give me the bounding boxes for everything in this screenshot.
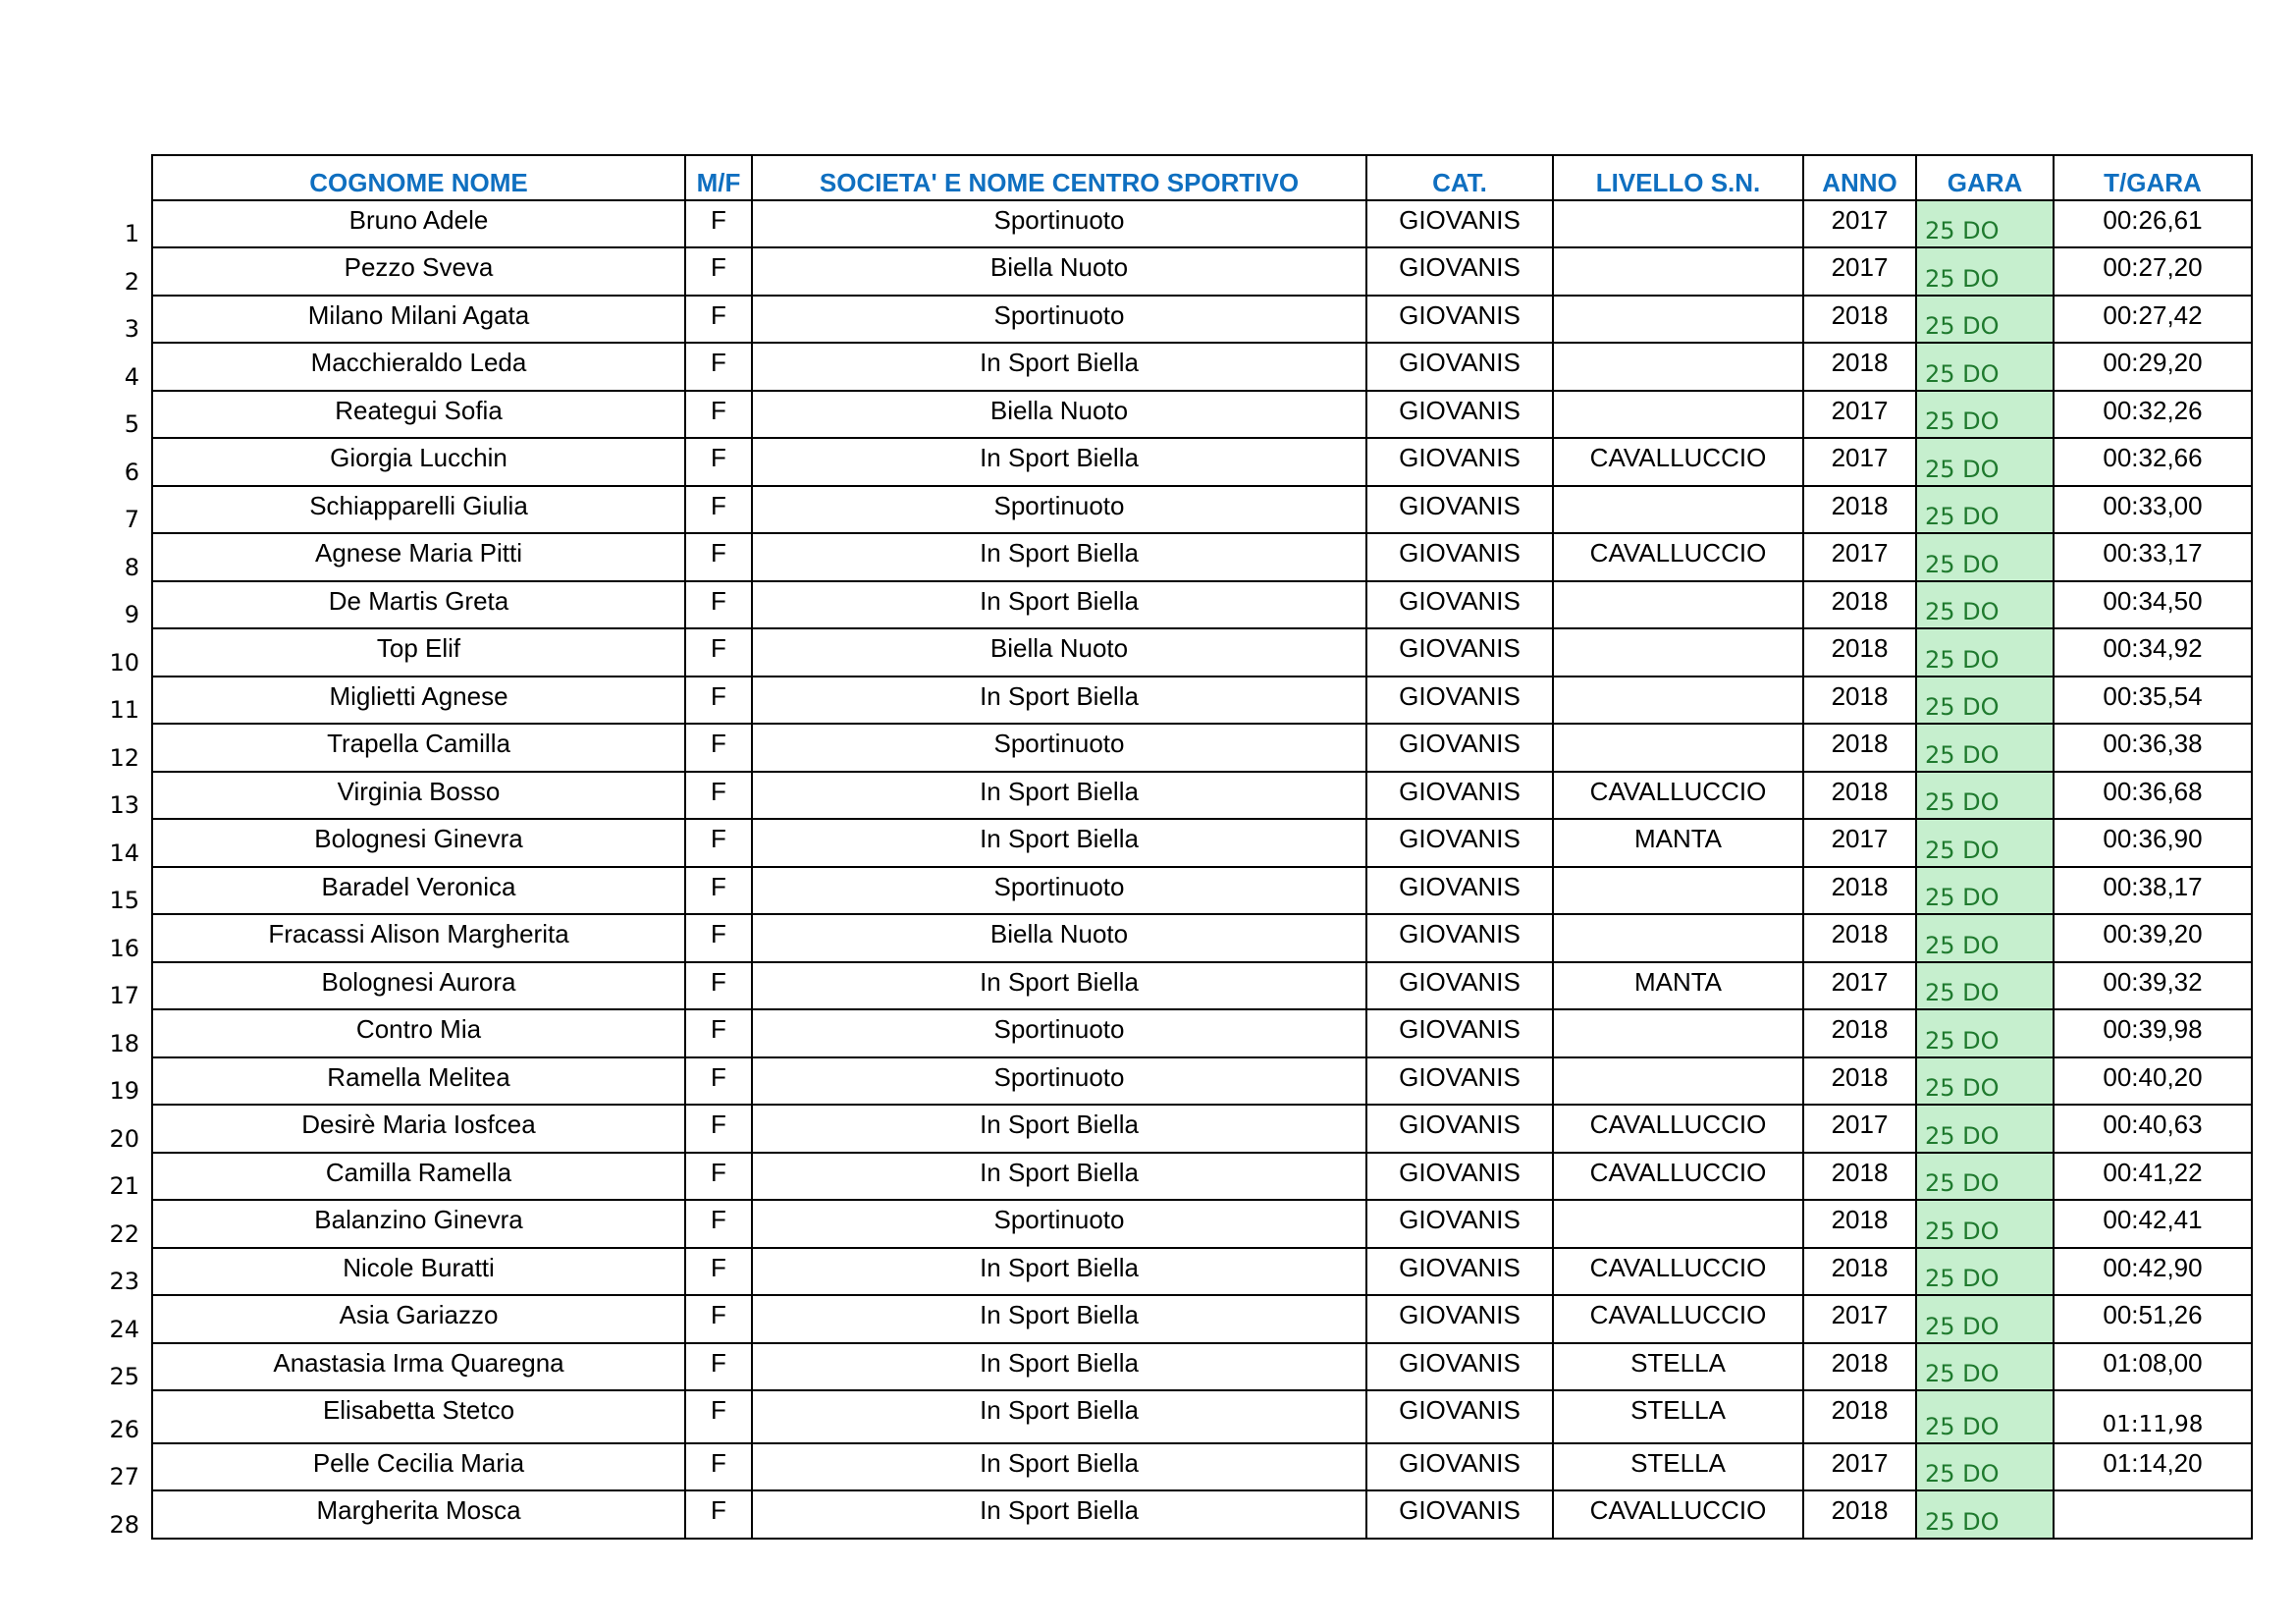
athlete-club: Sportinuoto [752, 486, 1366, 534]
athlete-year: 2018 [1803, 724, 1916, 772]
race-time: 00:34,92 [2054, 628, 2252, 677]
athlete-category: GIOVANIS [1366, 914, 1553, 962]
athlete-level: CAVALLUCCIO [1553, 1295, 1803, 1343]
athlete-category: GIOVANIS [1366, 867, 1553, 915]
athlete-name: Contro Mia [152, 1009, 685, 1057]
race-time: 00:33,00 [2054, 486, 2252, 534]
row-number: 28 [108, 1490, 152, 1539]
race-event: 25 DO [1916, 914, 2054, 962]
athlete-sex: F [685, 1200, 752, 1248]
race-time: 00:38,17 [2054, 867, 2252, 915]
athlete-category: GIOVANIS [1366, 200, 1553, 248]
race-event: 25 DO [1916, 1153, 2054, 1201]
athlete-category: GIOVANIS [1366, 438, 1553, 486]
race-event: 25 DO [1916, 772, 2054, 820]
race-time: 00:39,20 [2054, 914, 2252, 962]
athlete-name: Balanzino Ginevra [152, 1200, 685, 1248]
athlete-sex: F [685, 1105, 752, 1153]
athlete-sex: F [685, 1295, 752, 1343]
row-number: 22 [108, 1200, 152, 1248]
athlete-club: Sportinuoto [752, 1009, 1366, 1057]
athlete-name: Elisabetta Stetco [152, 1390, 685, 1443]
race-time: 00:39,32 [2054, 962, 2252, 1010]
race-event: 25 DO [1916, 200, 2054, 248]
row-number: 3 [108, 296, 152, 344]
row-number: 24 [108, 1295, 152, 1343]
row-number: 12 [108, 724, 152, 772]
row-number: 16 [108, 914, 152, 962]
race-time: 01:11,98 [2054, 1390, 2252, 1443]
athlete-club: Biella Nuoto [752, 391, 1366, 439]
athlete-club: Sportinuoto [752, 867, 1366, 915]
race-time: 00:36,68 [2054, 772, 2252, 820]
athlete-name: Desirè Maria Iosfcea [152, 1105, 685, 1153]
athlete-year: 2017 [1803, 247, 1916, 296]
race-time: 00:26,61 [2054, 200, 2252, 248]
athlete-name: Camilla Ramella [152, 1153, 685, 1201]
athlete-category: GIOVANIS [1366, 247, 1553, 296]
athlete-sex: F [685, 1057, 752, 1106]
athlete-level [1553, 581, 1803, 629]
table-row [108, 1057, 2252, 1106]
athlete-name: Bruno Adele [152, 200, 685, 248]
table-row [108, 1443, 2252, 1491]
athlete-sex: F [685, 438, 752, 486]
header-year: ANNO [1803, 155, 1916, 200]
athlete-level: CAVALLUCCIO [1553, 772, 1803, 820]
row-number: 11 [108, 677, 152, 725]
table-row [108, 1200, 2252, 1248]
race-event: 25 DO [1916, 438, 2054, 486]
athlete-category: GIOVANIS [1366, 1200, 1553, 1248]
table-row [108, 628, 2252, 677]
row-number: 21 [108, 1153, 152, 1201]
row-number: 10 [108, 628, 152, 677]
header-level: LIVELLO S.N. [1553, 155, 1803, 200]
athlete-club: In Sport Biella [752, 1390, 1366, 1443]
athlete-category: GIOVANIS [1366, 772, 1553, 820]
athlete-level: CAVALLUCCIO [1553, 533, 1803, 581]
table-row [108, 677, 2252, 725]
row-number: 1 [108, 200, 152, 248]
row-number: 5 [108, 391, 152, 439]
athlete-year: 2017 [1803, 819, 1916, 867]
header-sex: M/F [685, 155, 752, 200]
athlete-sex: F [685, 962, 752, 1010]
athlete-category: GIOVANIS [1366, 724, 1553, 772]
athlete-sex: F [685, 772, 752, 820]
athlete-level [1553, 677, 1803, 725]
race-event: 25 DO [1916, 962, 2054, 1010]
athlete-name: Reategui Sofia [152, 391, 685, 439]
athlete-sex: F [685, 1153, 752, 1201]
race-time: 00:51,26 [2054, 1295, 2252, 1343]
row-number-header [108, 155, 152, 200]
table-row [108, 724, 2252, 772]
athlete-name: Margherita Mosca [152, 1490, 685, 1539]
athlete-year: 2017 [1803, 533, 1916, 581]
athlete-name: Top Elif [152, 628, 685, 677]
athlete-level [1553, 867, 1803, 915]
table-row [108, 772, 2252, 820]
table-row [108, 1490, 2252, 1539]
athlete-club: In Sport Biella [752, 772, 1366, 820]
athlete-club: In Sport Biella [752, 819, 1366, 867]
race-event: 25 DO [1916, 1009, 2054, 1057]
athlete-level: CAVALLUCCIO [1553, 1248, 1803, 1296]
athlete-level: MANTA [1553, 819, 1803, 867]
athlete-sex: F [685, 200, 752, 248]
race-event: 25 DO [1916, 486, 2054, 534]
athlete-name: Trapella Camilla [152, 724, 685, 772]
athlete-club: In Sport Biella [752, 1343, 1366, 1391]
athlete-club: Biella Nuoto [752, 628, 1366, 677]
athlete-category: GIOVANIS [1366, 1390, 1553, 1443]
table-row [108, 438, 2252, 486]
results-body [108, 200, 2252, 1539]
athlete-category: GIOVANIS [1366, 677, 1553, 725]
race-time: 00:40,63 [2054, 1105, 2252, 1153]
athlete-year: 2018 [1803, 296, 1916, 344]
athlete-level: STELLA [1553, 1390, 1803, 1443]
race-time: 00:33,17 [2054, 533, 2252, 581]
athlete-year: 2018 [1803, 1153, 1916, 1201]
athlete-club: Sportinuoto [752, 296, 1366, 344]
athlete-club: In Sport Biella [752, 533, 1366, 581]
table-row [108, 914, 2252, 962]
athlete-category: GIOVANIS [1366, 1009, 1553, 1057]
athlete-club: In Sport Biella [752, 1443, 1366, 1491]
race-event: 25 DO [1916, 391, 2054, 439]
race-time: 00:32,66 [2054, 438, 2252, 486]
athlete-category: GIOVANIS [1366, 486, 1553, 534]
athlete-sex: F [685, 1390, 752, 1443]
athlete-level [1553, 1057, 1803, 1106]
athlete-sex: F [685, 296, 752, 344]
athlete-sex: F [685, 343, 752, 391]
athlete-category: GIOVANIS [1366, 1057, 1553, 1106]
row-number: 15 [108, 867, 152, 915]
athlete-sex: F [685, 533, 752, 581]
athlete-sex: F [685, 1490, 752, 1539]
athlete-level: CAVALLUCCIO [1553, 438, 1803, 486]
athlete-category: GIOVANIS [1366, 1248, 1553, 1296]
athlete-club: In Sport Biella [752, 1248, 1366, 1296]
athlete-sex: F [685, 1009, 752, 1057]
athlete-sex: F [685, 724, 752, 772]
race-event: 25 DO [1916, 819, 2054, 867]
header-race: GARA [1916, 155, 2054, 200]
athlete-sex: F [685, 677, 752, 725]
athlete-year: 2018 [1803, 581, 1916, 629]
race-time: 00:42,90 [2054, 1248, 2252, 1296]
table-row [108, 1105, 2252, 1153]
athlete-club: In Sport Biella [752, 438, 1366, 486]
header-row [108, 155, 2252, 200]
race-event: 25 DO [1916, 724, 2054, 772]
athlete-sex: F [685, 486, 752, 534]
athlete-sex: F [685, 628, 752, 677]
row-number: 4 [108, 343, 152, 391]
athlete-sex: F [685, 914, 752, 962]
race-event: 25 DO [1916, 677, 2054, 725]
row-number: 8 [108, 533, 152, 581]
athlete-sex: F [685, 1443, 752, 1491]
athlete-level: MANTA [1553, 962, 1803, 1010]
athlete-level [1553, 628, 1803, 677]
athlete-name: Nicole Buratti [152, 1248, 685, 1296]
athlete-level: CAVALLUCCIO [1553, 1490, 1803, 1539]
athlete-name: Agnese Maria Pitti [152, 533, 685, 581]
table-row [108, 391, 2252, 439]
table-row [108, 200, 2252, 248]
race-event: 25 DO [1916, 343, 2054, 391]
athlete-sex: F [685, 247, 752, 296]
race-event: 25 DO [1916, 628, 2054, 677]
row-number: 20 [108, 1105, 152, 1153]
athlete-year: 2018 [1803, 486, 1916, 534]
athlete-category: GIOVANIS [1366, 962, 1553, 1010]
table-row [108, 533, 2252, 581]
athlete-year: 2018 [1803, 1057, 1916, 1106]
athlete-level [1553, 486, 1803, 534]
race-time: 00:41,22 [2054, 1153, 2252, 1201]
athlete-year: 2018 [1803, 867, 1916, 915]
race-time: 00:35,54 [2054, 677, 2252, 725]
athlete-sex: F [685, 867, 752, 915]
row-number: 13 [108, 772, 152, 820]
athlete-year: 2017 [1803, 1295, 1916, 1343]
athlete-club: In Sport Biella [752, 1153, 1366, 1201]
athlete-level: STELLA [1553, 1343, 1803, 1391]
race-time: 00:40,20 [2054, 1057, 2252, 1106]
athlete-level: CAVALLUCCIO [1553, 1153, 1803, 1201]
row-number: 9 [108, 581, 152, 629]
athlete-year: 2018 [1803, 1490, 1916, 1539]
athlete-category: GIOVANIS [1366, 1443, 1553, 1491]
header-name: COGNOME NOME [152, 155, 685, 200]
race-time: 00:39,98 [2054, 1009, 2252, 1057]
table-row [108, 819, 2252, 867]
results-table [108, 154, 2253, 1540]
race-event: 25 DO [1916, 1057, 2054, 1106]
race-event: 25 DO [1916, 867, 2054, 915]
athlete-level: CAVALLUCCIO [1553, 1105, 1803, 1153]
athlete-level [1553, 1009, 1803, 1057]
athlete-category: GIOVANIS [1366, 1490, 1553, 1539]
race-time: 00:36,90 [2054, 819, 2252, 867]
athlete-category: GIOVANIS [1366, 819, 1553, 867]
row-number: 14 [108, 819, 152, 867]
athlete-year: 2017 [1803, 200, 1916, 248]
race-event: 25 DO [1916, 1200, 2054, 1248]
athlete-level: STELLA [1553, 1443, 1803, 1491]
athlete-name: Pezzo Sveva [152, 247, 685, 296]
athlete-level [1553, 343, 1803, 391]
athlete-year: 2018 [1803, 1009, 1916, 1057]
athlete-sex: F [685, 1248, 752, 1296]
row-number: 2 [108, 247, 152, 296]
athlete-level [1553, 247, 1803, 296]
race-event: 25 DO [1916, 1105, 2054, 1153]
athlete-category: GIOVANIS [1366, 391, 1553, 439]
athlete-club: In Sport Biella [752, 343, 1366, 391]
athlete-name: Miglietti Agnese [152, 677, 685, 725]
athlete-name: De Martis Greta [152, 581, 685, 629]
race-time: 00:27,42 [2054, 296, 2252, 344]
race-event: 25 DO [1916, 247, 2054, 296]
athlete-sex: F [685, 819, 752, 867]
athlete-level [1553, 724, 1803, 772]
athlete-year: 2018 [1803, 628, 1916, 677]
athlete-club: In Sport Biella [752, 1490, 1366, 1539]
athlete-year: 2018 [1803, 343, 1916, 391]
athlete-club: Sportinuoto [752, 724, 1366, 772]
race-event: 25 DO [1916, 1248, 2054, 1296]
athlete-category: GIOVANIS [1366, 581, 1553, 629]
athlete-category: GIOVANIS [1366, 1105, 1553, 1153]
athlete-name: Virginia Bosso [152, 772, 685, 820]
athlete-name: Macchieraldo Leda [152, 343, 685, 391]
athlete-club: Biella Nuoto [752, 914, 1366, 962]
athlete-year: 2017 [1803, 962, 1916, 1010]
athlete-year: 2018 [1803, 677, 1916, 725]
row-number: 23 [108, 1248, 152, 1296]
athlete-name: Giorgia Lucchin [152, 438, 685, 486]
header-category: CAT. [1366, 155, 1553, 200]
athlete-year: 2018 [1803, 1200, 1916, 1248]
athlete-year: 2018 [1803, 914, 1916, 962]
row-number: 27 [108, 1443, 152, 1491]
athlete-club: Sportinuoto [752, 1200, 1366, 1248]
athlete-club: Sportinuoto [752, 200, 1366, 248]
athlete-level [1553, 391, 1803, 439]
race-time: 01:14,20 [2054, 1443, 2252, 1491]
row-number: 19 [108, 1057, 152, 1106]
header-club: SOCIETA' E NOME CENTRO SPORTIVO [752, 155, 1366, 200]
athlete-year: 2018 [1803, 1390, 1916, 1443]
table-row [108, 867, 2252, 915]
athlete-year: 2017 [1803, 1443, 1916, 1491]
athlete-name: Pelle Cecilia Maria [152, 1443, 685, 1491]
athlete-name: Bolognesi Aurora [152, 962, 685, 1010]
athlete-club: In Sport Biella [752, 581, 1366, 629]
athlete-year: 2017 [1803, 391, 1916, 439]
athlete-level [1553, 200, 1803, 248]
athlete-year: 2017 [1803, 438, 1916, 486]
race-event: 25 DO [1916, 581, 2054, 629]
race-time: 00:32,26 [2054, 391, 2252, 439]
athlete-sex: F [685, 581, 752, 629]
row-number: 25 [108, 1343, 152, 1391]
race-event: 25 DO [1916, 533, 2054, 581]
table-row [108, 1390, 2252, 1443]
athlete-sex: F [685, 1343, 752, 1391]
race-event: 25 DO [1916, 296, 2054, 344]
table-row [108, 486, 2252, 534]
table-row [108, 1343, 2252, 1391]
athlete-club: In Sport Biella [752, 1295, 1366, 1343]
athlete-club: In Sport Biella [752, 1105, 1366, 1153]
table-row [108, 1009, 2252, 1057]
athlete-year: 2018 [1803, 1343, 1916, 1391]
table-row [108, 1153, 2252, 1201]
table-row [108, 581, 2252, 629]
athlete-level [1553, 914, 1803, 962]
athlete-year: 2017 [1803, 1105, 1916, 1153]
athlete-name: Schiapparelli Giulia [152, 486, 685, 534]
row-number: 26 [108, 1390, 152, 1443]
athlete-name: Ramella Melitea [152, 1057, 685, 1106]
athlete-name: Baradel Veronica [152, 867, 685, 915]
athlete-club: In Sport Biella [752, 962, 1366, 1010]
athlete-category: GIOVANIS [1366, 1153, 1553, 1201]
table-row [108, 296, 2252, 344]
athlete-category: GIOVANIS [1366, 296, 1553, 344]
race-event: 25 DO [1916, 1390, 2054, 1443]
table-row [108, 343, 2252, 391]
race-event: 25 DO [1916, 1443, 2054, 1491]
race-event: 25 DO [1916, 1343, 2054, 1391]
row-number: 18 [108, 1009, 152, 1057]
athlete-category: GIOVANIS [1366, 533, 1553, 581]
athlete-name: Anastasia Irma Quaregna [152, 1343, 685, 1391]
race-time: 00:27,20 [2054, 247, 2252, 296]
athlete-category: GIOVANIS [1366, 1295, 1553, 1343]
row-number: 17 [108, 962, 152, 1010]
athlete-category: GIOVANIS [1366, 343, 1553, 391]
athlete-name: Milano Milani Agata [152, 296, 685, 344]
athlete-club: In Sport Biella [752, 677, 1366, 725]
race-time: 00:34,50 [2054, 581, 2252, 629]
athlete-year: 2018 [1803, 1248, 1916, 1296]
race-time [2054, 1490, 2252, 1539]
athlete-club: Biella Nuoto [752, 247, 1366, 296]
athlete-club: Sportinuoto [752, 1057, 1366, 1106]
header-time: T/GARA [2054, 155, 2252, 200]
race-time: 00:36,38 [2054, 724, 2252, 772]
race-event: 25 DO [1916, 1490, 2054, 1539]
athlete-category: GIOVANIS [1366, 628, 1553, 677]
athlete-level [1553, 1200, 1803, 1248]
athlete-year: 2018 [1803, 772, 1916, 820]
table-row [108, 247, 2252, 296]
table-row [108, 962, 2252, 1010]
table-row [108, 1248, 2252, 1296]
row-number: 6 [108, 438, 152, 486]
athlete-name: Asia Gariazzo [152, 1295, 685, 1343]
athlete-level [1553, 296, 1803, 344]
athlete-sex: F [685, 391, 752, 439]
athlete-name: Bolognesi Ginevra [152, 819, 685, 867]
race-time: 00:29,20 [2054, 343, 2252, 391]
race-event: 25 DO [1916, 1295, 2054, 1343]
race-time: 01:08,00 [2054, 1343, 2252, 1391]
athlete-name: Fracassi Alison Margherita [152, 914, 685, 962]
table-row [108, 1295, 2252, 1343]
row-number: 7 [108, 486, 152, 534]
athlete-category: GIOVANIS [1366, 1343, 1553, 1391]
race-time: 00:42,41 [2054, 1200, 2252, 1248]
